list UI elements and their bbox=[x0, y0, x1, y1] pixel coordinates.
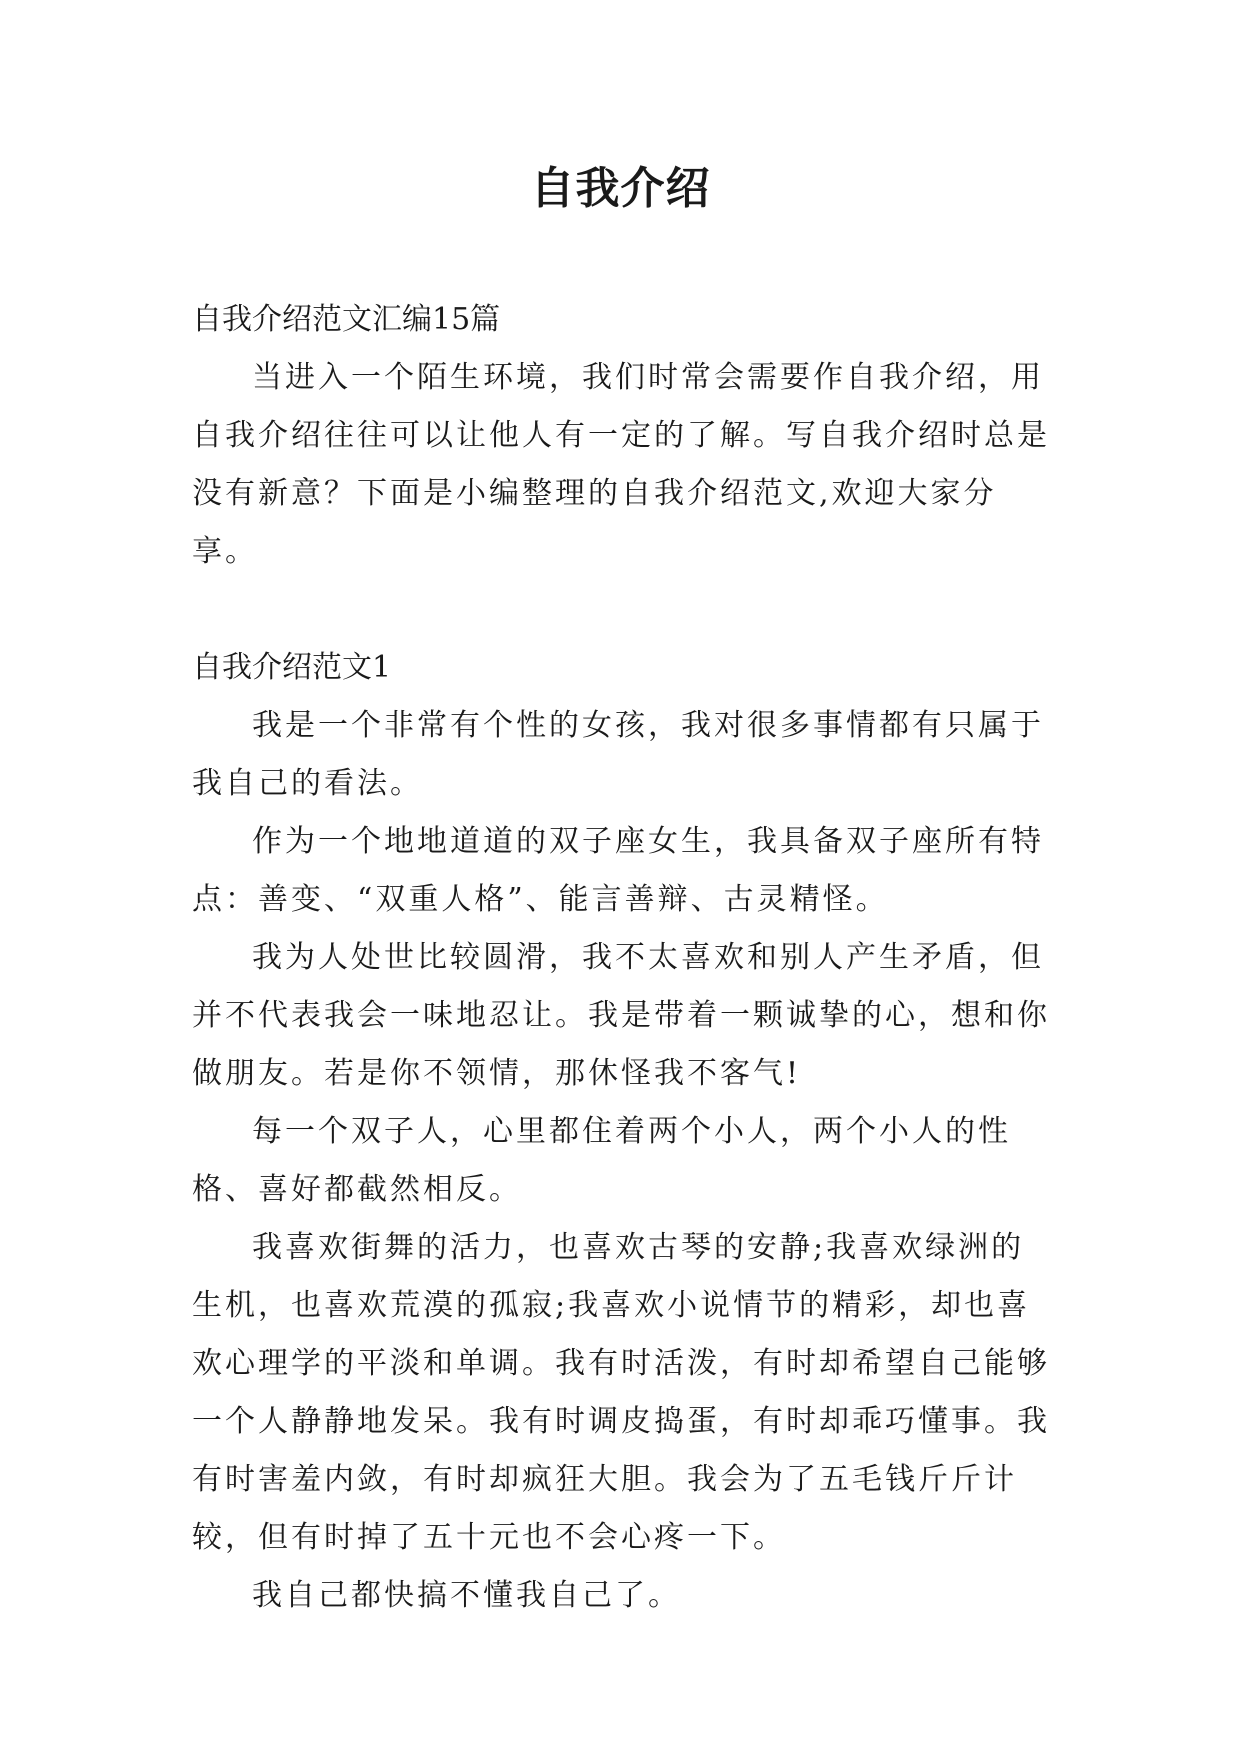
body-paragraph: 我喜欢街舞的活力，也喜欢古琴的安静;我喜欢绿洲的生机，也喜欢荒漠的孤寂;我喜欢小说情节的精彩，却也喜欢心理学的平淡和单调。我有时活泼，有时却希望自己能够一个人静静地发呆。我有时调皮捣蛋，有时却乖巧懂事。我有时害羞内敛，有时却疯狂大胆。我会为了五毛钱斤斤计较，但有时掉了五十元也不会心疼一下。 bbox=[192, 1230, 1050, 1555]
body-paragraph: 我是一个非常有个性的女孩，我对很多事情都有只属于我自己的看法。 bbox=[192, 708, 1044, 801]
document-title: 自我介绍 bbox=[530, 163, 711, 214]
body-paragraph: 作为一个地地道道的双子座女生，我具备双子座所有特点：善变、“双重人格”、能言善辩、古灵精怪。 bbox=[192, 824, 1044, 917]
collection-heading: 自我介绍范文汇编15篇 bbox=[192, 302, 501, 337]
body-paragraph: 每一个双子人，心里都住着两个小人，两个小人的性格、喜好都截然相反。 bbox=[192, 1114, 1011, 1207]
section-heading: 自我介绍范文1 bbox=[192, 650, 392, 685]
intro-paragraph: 当进入一个陌生环境，我们时常会需要作自我介绍，用自我介绍往往可以让他人有一定的了解。写自我介绍时总是没有新意？下面是小编整理的自我介绍范文,欢迎大家分享。 bbox=[192, 360, 1050, 569]
body-paragraph: 我自己都快搞不懂我自己了。 bbox=[252, 1578, 681, 1613]
section-spacer bbox=[192, 581, 1052, 639]
document-body bbox=[192, 291, 1052, 1625]
body-paragraph: 我为人处世比较圆滑，我不太喜欢和别人产生矛盾，但并不代表我会一味地忍让。我是带着一颗诚挚的心，想和你做朋友。若是你不领情，那休怪我不客气! bbox=[192, 940, 1050, 1091]
